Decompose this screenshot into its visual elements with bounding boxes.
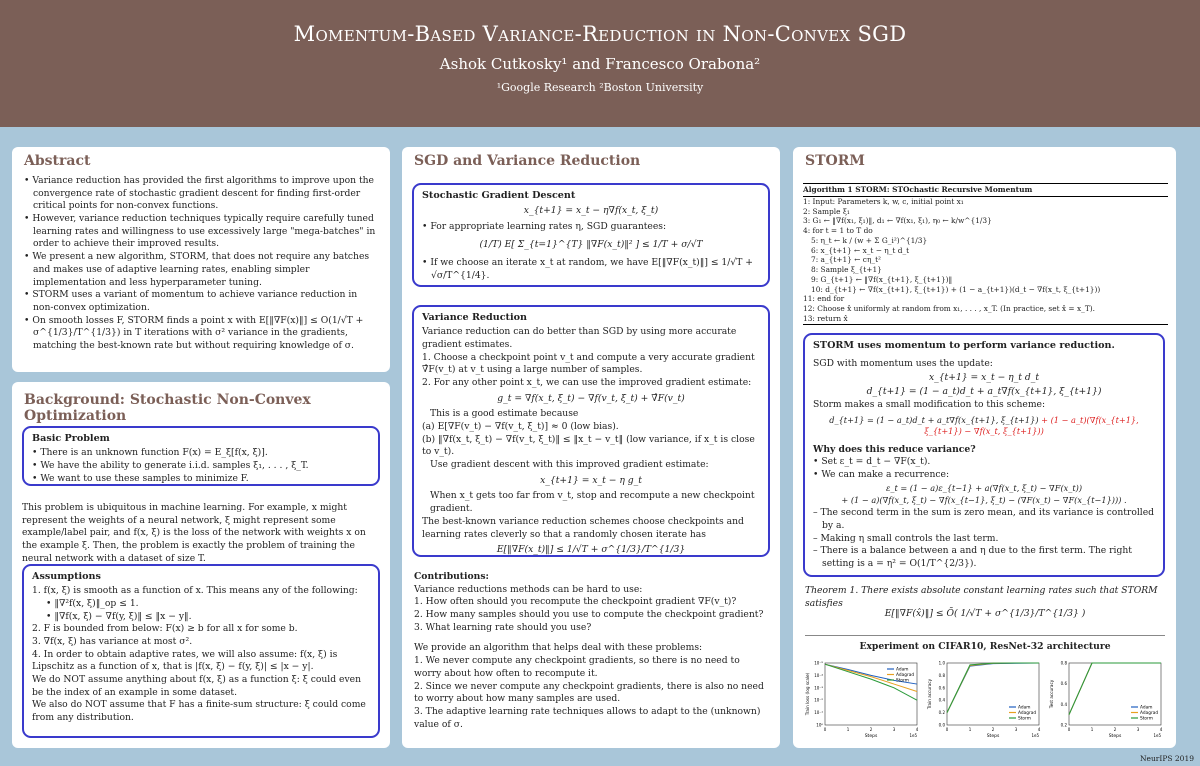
sgdm-text: SGD with momentum uses the update: [813,358,993,370]
alg-line: 12: Choose x̂ uniformly at random from x₁, . . . , x_T. (In practice, set x̂ = x_T). [803,304,1095,314]
storm-equation-base: d_{t+1} = (1 − a_t)d_t + a_t∇f(x_{t+1}, ξ_{t+1}) [829,414,1042,425]
abstract-panel [12,147,390,372]
vr-equation: g_t = ∇f(x_t, ξ_t) − ∇f(v_t, ξ_t) + ∇̂F(v_t) [497,392,685,404]
basic-problem-box [22,426,380,486]
chart-ytick: 0.4 [938,697,945,703]
alg-line: 8: Sample ξ_{t+1} [811,265,882,275]
sgd-item: • If we choose an iterate x_t at random, we have E[‖∇F(x_t)‖] ≤ 1/√T + √σ/T^{1/4}. [422,257,760,282]
chart-xlabel: Steps [986,734,1000,739]
assumption-2: 2. F is bounded from below: F(x) ≥ b for all x for some b. [32,623,298,635]
alg-line: 1: Input: Parameters k, w, c, initial point x₁ [803,196,964,206]
assumptions-box [22,564,380,738]
provide-point: 3. The adaptive learning rate techniques allows to adapt to the (unknown) value of σ. [414,705,761,730]
vr-when: When x_t gets too far from v_t, stop and recompute a new checkpoint gradient. [430,490,755,515]
vr-box-title: Variance Reduction [422,312,528,323]
experiment-title: Experiment on CIFAR10, ResNet-32 architecture [859,641,1111,652]
poster-title: Momentum-Based Variance-Reduction in Non-Convex SGD [293,22,907,46]
experiment-charts [803,659,1168,747]
why-title: Why does this reduce variance? [813,443,976,455]
background-panel [12,382,390,748]
basic-item: • We have the ability to generate i.i.d. samples ξ₁, . . . , ξ_T. [32,460,370,473]
chart-xlabel: Steps [864,734,878,739]
assumption-3: 3. ∇f(x, ξ) has variance at most σ². [32,635,193,647]
storm-equation-correction: + (1 − a_t)(∇f(x_{t+1}, ξ_{t+1}) − ∇f(x_t, ξ_{t+1})) [924,414,1139,437]
alg-line: 10: d_{t+1} ← ∇f(x_{t+1}, ξ_{t+1}) + (1 − a_{t+1})(d_t − ∇f(x_t, ξ_{t+1})) [811,284,1101,294]
chart-xtick: 3 [1014,727,1018,732]
algorithm-block [803,183,1168,325]
chart-ytick: 0.0 [938,722,945,728]
alg-line: 11: end for [803,294,845,304]
poster-affiliations: ¹Google Research ²Boston University [496,81,704,94]
abstract-list [12,175,390,353]
chart-xtick: 2 [991,727,995,732]
sgd-equation: x_{t+1} = x_t − η∇f(x_t, ξ_t) [523,205,659,217]
storm-momentum-box [803,333,1165,577]
storm-box-title: STORM uses momentum to perform variance reduction. [813,340,1115,351]
alg-line: 4: for t = 1 to T do [803,226,873,236]
contributions-title: Contributions: [414,571,489,582]
basic-problem-title: Basic Problem [32,433,110,444]
storm-mod-text: Storm makes a small modification to this scheme: [813,399,1046,411]
contributions-intro: Variance reductions methods can be hard to use: [414,583,643,595]
chart-xtick: 1 [1090,727,1094,732]
vr-good: This is a good estimate because [430,408,579,420]
legend-label: Storm [1140,716,1153,722]
sgd-guarantee-equation: (1/T) E[ Σ_{t=1}^{T} ‖∇F(x_t)‖² ] ≤ 1/T + σ/√T [479,238,703,250]
alg-line: 13: return x̂ [803,314,1168,325]
chart-xtick: 0 [1067,727,1071,732]
storm-equation [813,415,1155,438]
assumption-1a-text: ‖∇²f(x, ξ)‖_op ≤ 1. [54,597,139,609]
discussion-item: – The second term in the sum is zero mean, and its variance is controlled by a. [813,507,1155,532]
footer-venue: NeurIPS 2019 [1139,754,1194,763]
why-item: • We can make a recurrence: [813,469,1155,482]
discussion-item: – There is a balance between a and η due to the first term. The right setting is a = η² = O(1/T^{2/3}). [813,545,1155,570]
vr-b: (b) ‖∇f(x_t, ξ_t) − ∇f(v_t, ξ_t)‖ ≤ ‖x_t − v_t‖ (low variance, if x_t is close to v_t). [422,433,755,458]
vr-step-1: 1. Choose a checkpoint point v_t and compute a very accurate gradient ∇̂F(v_t) at v_t using a large number of samples. [422,351,755,376]
chart-xtick: 3 [1136,727,1140,732]
legend-label: Adagrad [896,673,915,678]
algorithm-title: Algorithm 1 STORM: STOchastic Recursive Momentum [803,183,1168,197]
sgd-vr-title: SGD and Variance Reduction [414,153,641,169]
chart-xtick: 0 [945,727,949,732]
alg-line: 2: Sample ξ₁ [803,206,850,216]
chart-ylabel: Train accuracy [927,678,932,710]
alg-line: 6: x_{t+1} ← x_t − η_t d_t [811,245,910,255]
background-title: Background: Stochastic Non-Convex Optimization [24,392,311,424]
chart-xtick: 1 [846,727,850,732]
vr-use: Use gradient descent with this improved gradient estimate: [430,459,709,471]
poster-authors: Ashok Cutkosky¹ and Francesco Orabona² [439,55,761,73]
assumption-1b: • ‖∇f(x, ξ) − ∇f(y, ξ)‖ ≤ ‖x − y‖. [46,610,192,622]
chart-ytick: 0.6 [1060,681,1067,687]
chart-ytick: 0.4 [1060,701,1067,707]
chart-xtick: 4 [1159,727,1163,732]
chart-ytick: 0.6 [938,685,945,691]
vr-a: (a) E[∇F(v_t) − ∇f(v_t, ξ_t)] ≈ 0 (low bias). [422,421,619,433]
chart-xtick: 3 [892,727,896,732]
abstract-item: • STORM uses a variant of momentum to achieve variance reduction in non-convex optimization. [24,289,378,314]
assumption-1b-text: ‖∇f(x, ξ) − ∇f(y, ξ)‖ ≤ ‖x − y‖. [54,610,192,622]
chart-ylabel: Train loss (log scale) [805,672,810,716]
momentum-eq-2: d_{t+1} = (1 − a_t)d_t + a_t∇f(x_{t+1}, ξ_{t+1}) [866,385,1102,397]
chart-ytick: 10⁰ [816,722,823,728]
chart-xtick: 1 [968,727,972,732]
sgd-vr-panel [402,147,780,748]
vr-step-2: 2. For any other point x_t, we can use the improved gradient estimate: [422,376,752,388]
chart-ytick: 10⁻² [814,697,823,703]
contribution-question: 2. How many samples should you use to compute the checkpoint gradient? [414,609,764,621]
sgd-box-title: Stochastic Gradient Descent [422,190,576,201]
storm-title: STORM [805,153,865,169]
chart-xtick: 2 [1113,727,1117,732]
provide-point: 1. We never compute any checkpoint gradients, so there is no need to worry about how often to recompute it. [414,655,740,679]
vr-best: The best-known variance reduction schemes choose checkpoints and learning rates cleverly so that a randomly chosen iterate has [422,515,744,540]
chart-xscale: 1e5 [909,733,917,738]
abstract-item: • On smooth losses F, STORM finds a point x with E[‖∇F(x)‖] ≤ O(1/√T + σ^{1/3}/T^{1/3}) in T iterations with σ² variance in the gradients, matching the best-known rate but without requiring knowledge of σ. [24,315,378,353]
legend-label: Adagrad [1018,711,1037,716]
abstract-title: Abstract [24,153,91,169]
contribution-question: 1. How often should you recompute the checkpoint gradient ∇F(v_t)? [414,596,737,608]
assumption-1a: • ‖∇²f(x, ξ)‖_op ≤ 1. [46,597,139,609]
contributions-section [414,571,770,731]
abstract-item: • Variance reduction has provided the first algorithms to improve upon the convergence rate of stochastic gradient descent for finding first-order critical points for non-convex functions. [24,175,378,213]
assumption-4: 4. In order to obtain adaptive rates, we will also assume: f(x, ξ) is Lipschitz as a function of x, that is |f(x, ξ) − f(y, ξ)| ≤ |x − y|. [32,648,338,673]
discussion-item: – Making η small controls the last term. [813,533,1155,546]
theorem-text: Theorem 1. There exists absolute constant learning rates such that STORM satisfies [805,585,1158,609]
assumption-1: 1. f(x, ξ) is smooth as a function of x. This means any of the following: [32,585,358,597]
background-paragraph: This problem is ubiquitous in machine learning. For example, x might represent the weights of a neural network, ξ might represent some example/label pair, and f(x, ξ) is the loss of the network with weights x on the example ξ. Then, the problem is exactly the problem of training the neural network with a dataset of size T. [22,502,366,564]
chart-ytick: 0.8 [938,672,945,678]
experiment-separator [805,635,1165,636]
chart-xtick: 4 [915,727,919,732]
legend-label: Adagrad [1140,711,1159,716]
chart-ytick: 0.2 [938,710,945,716]
legend-label: Storm [896,678,909,684]
basic-item: • We want to use these samples to minimize F. [32,473,370,486]
chart-ytick: 0.8 [1060,660,1067,666]
chart-xscale: 1e5 [1153,733,1161,738]
chart-ylabel: Test accuracy [1049,679,1054,709]
provide-text: We provide an algorithm that helps deal with these problems: [414,642,703,654]
abstract-item: • However, variance reduction techniques typically require carefully tuned learning rates and willingness to use excessively large "mega-batches" in order to achieve their improved results. [24,213,378,251]
recurrence-eq-2: + (1 − a)(∇f(x_t, ξ_t) − ∇f(x_{t−1}, ξ_t) − (∇F(x_t) − ∇F(x_{t−1}))) . [841,494,1127,505]
theorem-equation: E[‖∇F(x̂)‖] ≤ Õ( 1/√T + σ^{1/3}/T^{1/3} ) [884,608,1086,619]
chart-xtick: 4 [1037,727,1041,732]
poster-header [0,0,1200,127]
sgd-item: • For appropriate learning rates η, SGD guarantees: [422,221,760,234]
alg-line: 3: G₁ ← ‖∇f(x₁, ξ₁)‖, d₁ ← ∇f(x₁, ξ₁), η₀ ← k/w^{1/3} [803,216,992,226]
note-2: We also do NOT assume that F has a finite-sum structure: ξ could come from any distribution. [32,699,366,724]
alg-line: 7: a_{t+1} ← cη_t² [811,255,881,265]
provide-point: 2. Since we never compute any checkpoint gradients, there is also no need to worry about how many samples are used. [414,680,764,705]
alg-line: 9: G_{t+1} ← ‖∇f(x_{t+1}, ξ_{t+1})‖ [811,274,953,284]
chart-ytick: 10⁻¹ [814,710,823,716]
storm-panel [793,147,1176,748]
legend-label: Adam [896,667,909,673]
chart-xscale: 1e5 [1031,733,1039,738]
chart-ytick: 1.0 [938,660,945,666]
chart-xlabel: Steps [1108,734,1122,739]
vr-rate-equation: E[‖∇F(x_t)‖] ≤ 1/√T + σ^{1/3}/T^{1/3} [496,544,686,556]
variance-reduction-box [412,305,770,557]
note-1: We do NOT assume anything about f(x, ξ) as a function ξ: ξ could even be the index of an example in some dataset. [32,674,362,698]
momentum-eq-1: x_{t+1} = x_t − η_t d_t [928,371,1040,383]
legend-label: Adam [1018,705,1031,711]
assumptions-title: Assumptions [32,571,101,582]
vr-intro: Variance reduction can do better than SGD by using more accurate gradient estimates. [422,326,737,350]
chart-ytick: 10⁻³ [814,685,823,691]
chart-ytick: 0.2 [1060,722,1067,728]
basic-item: • There is an unknown function F(x) = E_ξ[f(x, ξ)]. [32,447,370,460]
alg-line: 5: η_t ← k / (w + Σ G_i²)^{1/3} [811,235,928,245]
chart-xtick: 2 [869,727,873,732]
abstract-item: • We present a new algorithm, STORM, that does not require any batches and makes use of adaptive learning rates, enabling simpler implementation and less hyperparameter tuning. [24,251,378,289]
legend-label: Storm [1018,716,1031,722]
vr-update-equation: x_{t+1} = x_t − η g_t [540,474,642,486]
recurrence-eq-1: ε_t = (1 − a)ε_{t−1} + a(∇f(x_t, ξ_t) − ∇F(x_t)) [885,482,1083,493]
chart-xtick: 0 [823,727,827,732]
legend-label: Adam [1140,705,1153,711]
why-item: • Set ε_t = d_t − ∇F(x_t). [813,456,1155,469]
contribution-question: 3. What learning rate should you use? [414,621,592,633]
sgd-box [412,183,770,287]
chart-ytick: 10⁻⁵ [814,660,823,666]
chart-ytick: 10⁻⁴ [814,672,823,678]
